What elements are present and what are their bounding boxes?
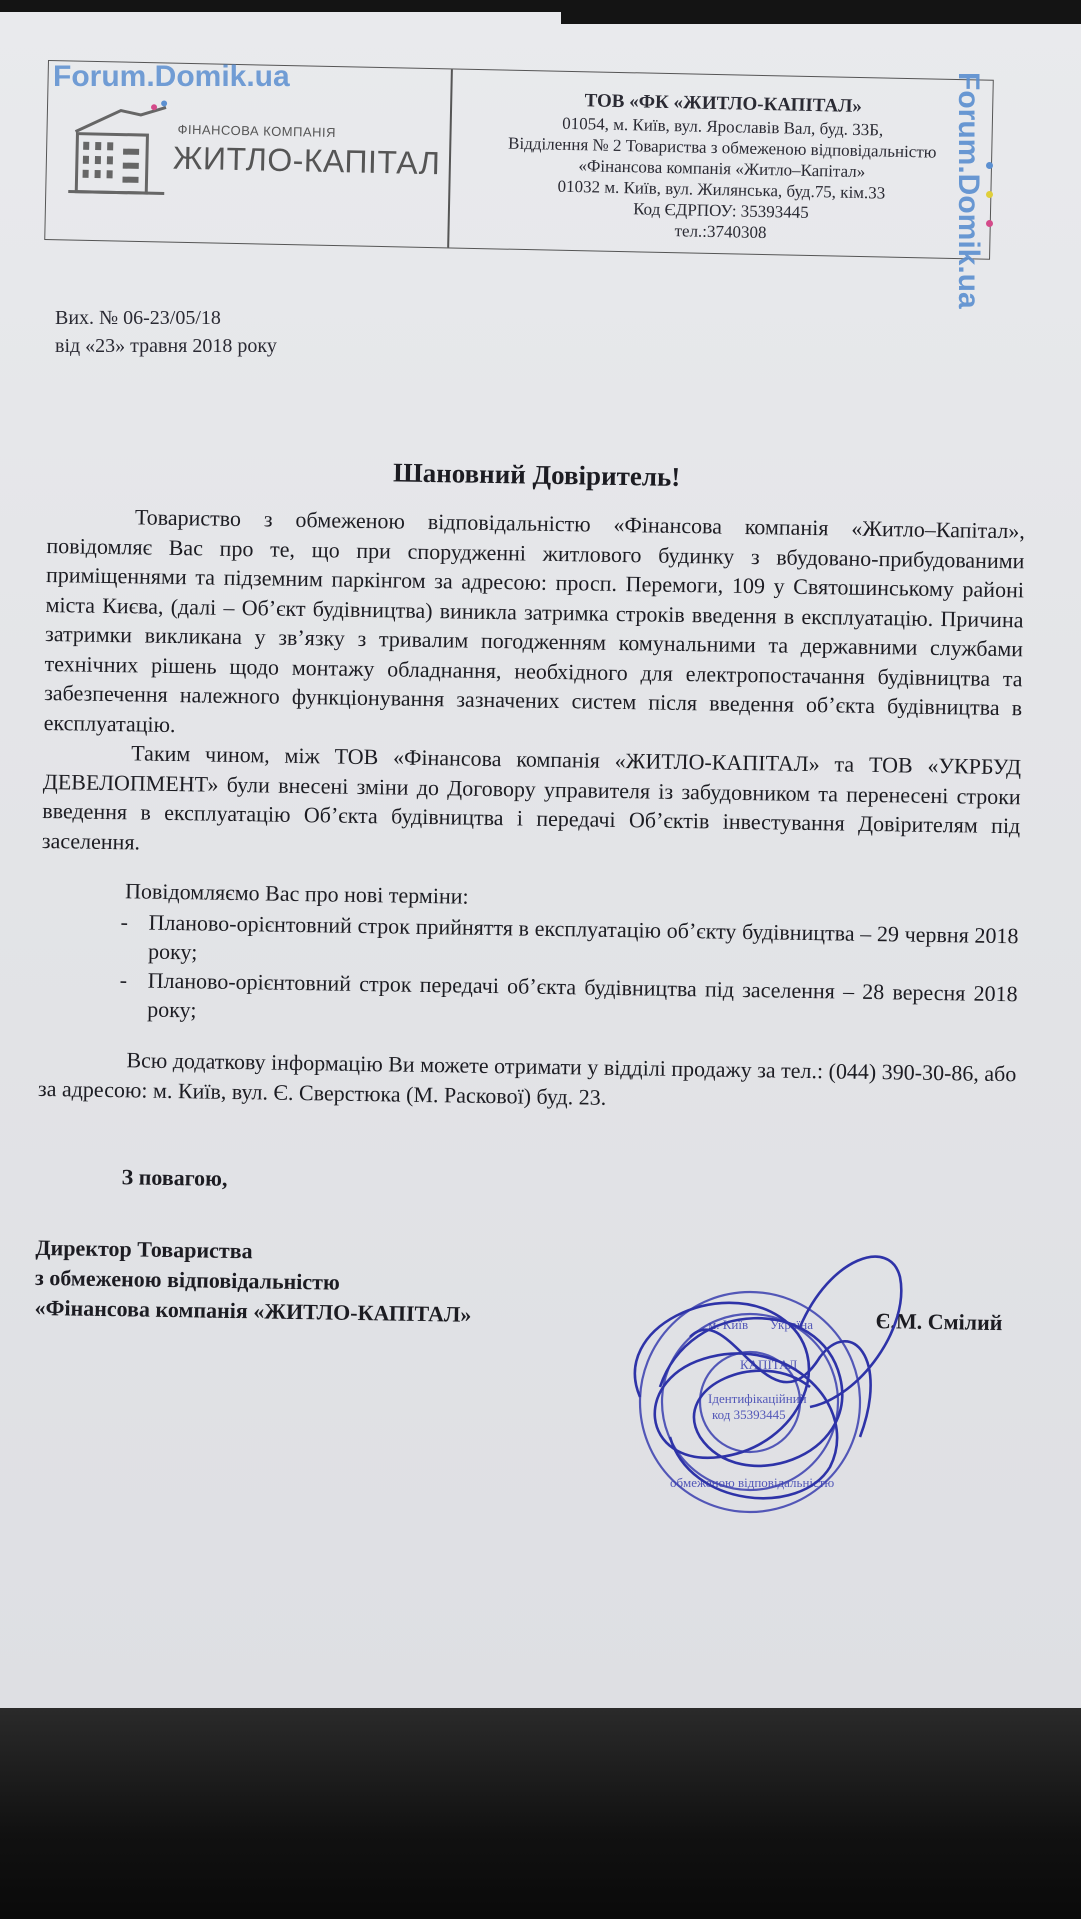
company-logo (64, 91, 441, 229)
paragraph: Таким чином, між ТОВ «Фінансова компанія «ЖИТЛО-КАПІТАЛ» та ТОВ «УКРБУД ДЕВЕЛОПМЕНТ» були внесені зміни до Договору управителя із забудовником та перенесені строки введення в експлуатацію Об’єкта будівництва і передачі Об’єктів інвестування Довірителям під заселення. (41, 740, 1022, 854)
background-surface (0, 1708, 1081, 1919)
stamp-text: Ідентифікаційний (708, 1391, 807, 1406)
signatory-line: «Фінансова компанія «ЖИТЛО-КАПІТАЛ» (34, 1294, 472, 1327)
list-item: - Планово-орієнтовний строк прийняття в експлуатацію об’єкту будівництва – 29 червня 2018 року; (40, 906, 1019, 979)
company-title: ТОВ «ФК «ЖИТЛО-КАПІТАЛ» (584, 90, 863, 118)
list-item: - Планово-орієнтовний строк передачі об’єкта будівництва під заселення – 28 вересня 2018 року; (39, 964, 1018, 1037)
logo-subtitle: ФІНАНСОВА КОМПАНІЯ (177, 121, 337, 141)
letter-sheet (0, 12, 1081, 1710)
letter-meta (55, 304, 277, 360)
requisite-line: 01054, м. Київ, вул. Ярославів Вал, буд. 33Б, (562, 113, 884, 140)
requisite-line: Відділення № 2 Товариства з обмеженою відповідальністю (507, 133, 937, 162)
letterhead-divider (447, 69, 452, 247)
requisite-line: тел.:3740308 (674, 221, 767, 243)
stamp-text: код 35393445 (712, 1407, 786, 1422)
building-logo-icon (64, 91, 176, 203)
notice-line: Повідомляємо Вас про нові терміни: (124, 878, 469, 909)
requisite-line: Код ЄДРПОУ: 35393445 (632, 199, 809, 222)
closing: З повагою, (121, 1164, 228, 1191)
stamp-text: м. Київ (708, 1317, 749, 1332)
contact-info: Всю додаткову інформацію Ви можете отримати у відділі продажу за тел.: (044) 390-30-86, або за адресою: м. Київ, вул. Є. Сверстюка (М. Раскової) буд. 23. (37, 1047, 1017, 1110)
requisite-line: «Фінансова компанія «Житло–Капітал» (578, 156, 866, 182)
outgoing-number: Вих. № 06-23/05/18 (55, 307, 221, 329)
requisite-line: 01032 м. Київ, вул. Жилянська, буд.75, кім.33 (557, 176, 886, 203)
watermark-dots (982, 162, 996, 242)
stamp-text: Україна (770, 1317, 813, 1332)
logo-name: ЖИТЛО-КАПІТАЛ (172, 139, 441, 182)
salutation: Шановний Довіритель! (392, 457, 681, 492)
letter-body (34, 452, 1026, 1338)
stamp-text: обмеженою відповідальністю (670, 1475, 835, 1490)
signer-name: Є.М. Смілий (875, 1308, 1003, 1336)
terms-list (39, 906, 1019, 1037)
company-requisites (455, 88, 988, 248)
signatory-line: Директор Товариства (35, 1234, 253, 1264)
watermark-vertical: Forum.Domik.ua (952, 72, 985, 309)
company-stamp (600, 1237, 930, 1537)
watermark-horizontal: Forum.Domik.ua (53, 60, 290, 93)
paper-edge-shadow (561, 12, 1081, 24)
paragraph: Товариство з обмеженою відповідальністю «Фінансова компанія «Житло–Капітал», повідомляє Вас про те, що при спорудженні житлового будинку з вбудовано-прибудованими приміщеннями та підземним паркінгом за адресою: просп. Перемоги, 109 у Святошинському районі міста Києва, (далі – Об’єкт будівництва) виникла затримка строків введення в експлуатацію. Причина затримки викликана у зв’язку з тривалим погодженням комунальними та державними службами технічних рішень щодо монтажу обладнання, необхідного для електропостачання будівництва та забезпечення належного функціонування зазначених систем після введення об’єкта будівництва в експлуатацію. (43, 504, 1026, 737)
stamp-text: КАПІТАЛ (740, 1357, 798, 1372)
letter-date: від «23» травня 2018 року (55, 335, 277, 357)
signatory-line: з обмеженою відповідальністю (34, 1264, 340, 1295)
